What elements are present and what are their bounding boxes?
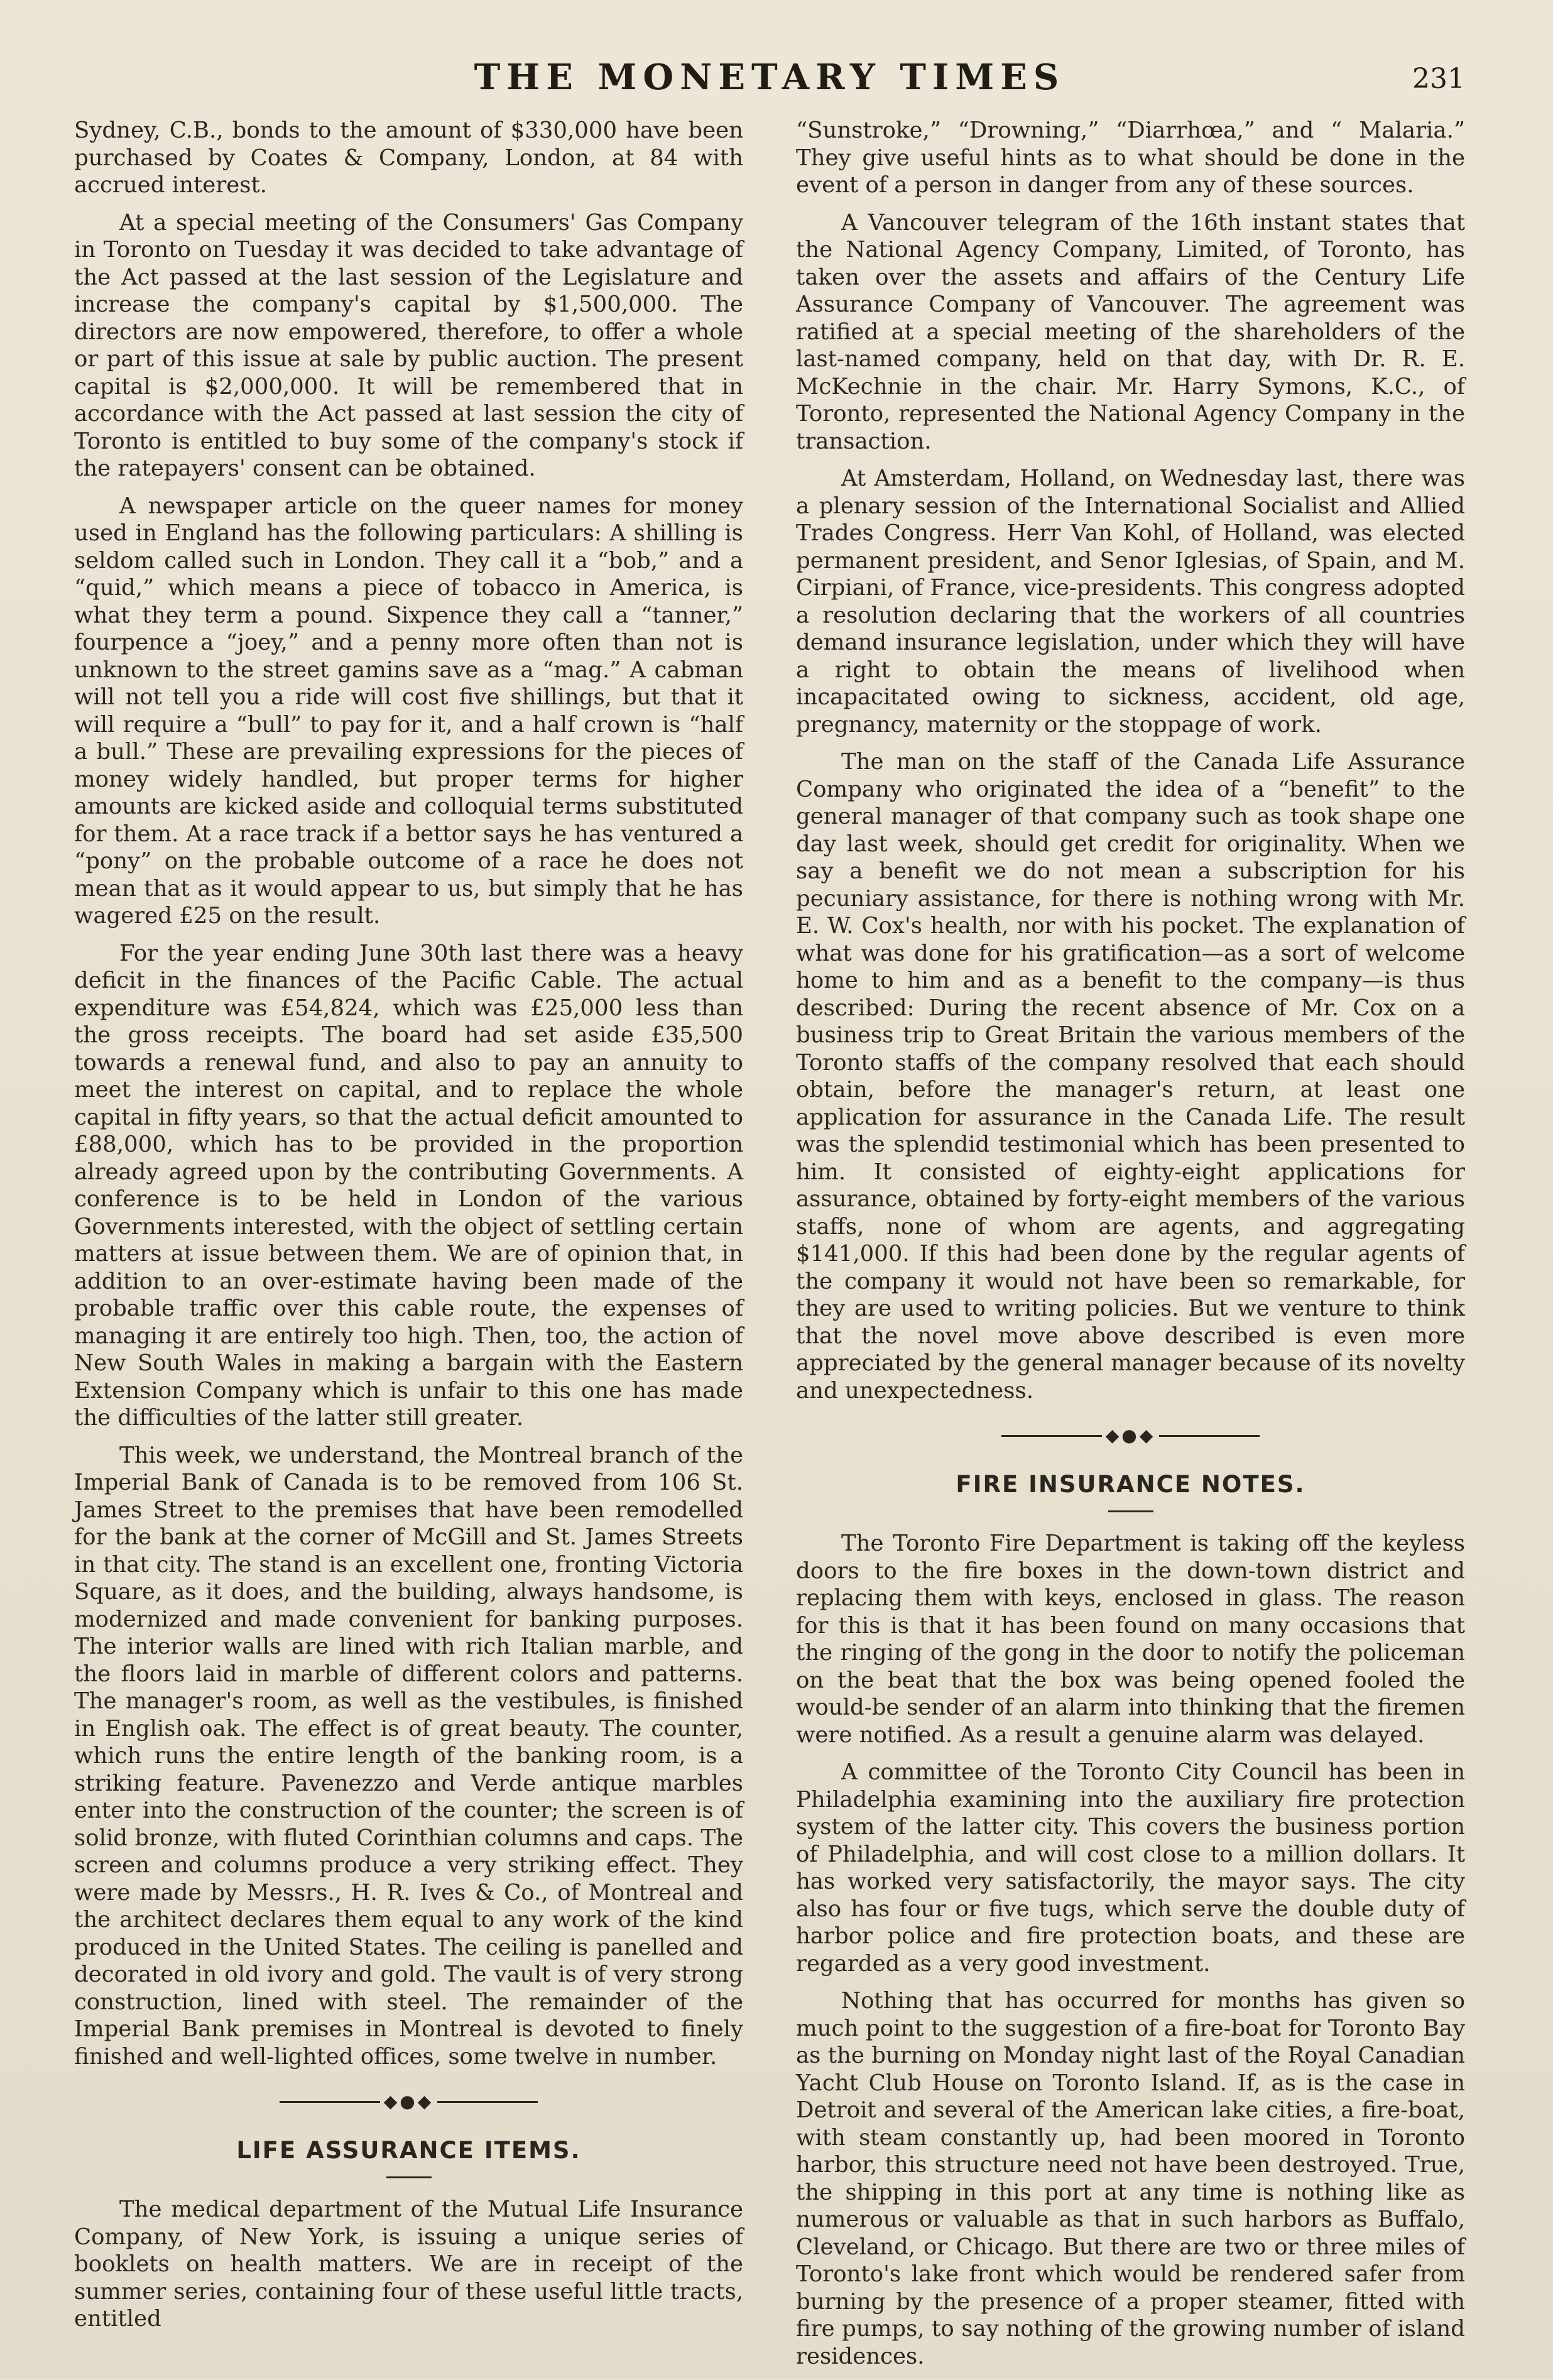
article-paragraph: The Toronto Fire Department is taking off the keyless doors to the fire boxes in the down-town district and replacing them with keys, enclosed in glass. The reason for this is that it has been found on many occasions that the ringing of the gong in the door to notify the policeman on the beat that the box was being opened fooled the would-be sender of an alarm into thinking that the firemen were notified. As a result a genuine alarm was delayed. xyxy=(796,1531,1465,1748)
article-paragraph: At a special meeting of the Consumers' Gas Company in Toronto on Tuesday it was decided to take advantage of the Act passed at the last session of the Legislature and increase the company's capital by $1,500,000. The directors are now empowered, therefore, to offer a whole or part of this issue at sale by public auction. The present capital is $2,000,000. It will be remembered that in accordance with the Act passed at last session the city of Toronto is entitled to buy some of the company's stock if the ratepayers' consent can be obtained. xyxy=(74,209,743,481)
article-columns xyxy=(74,117,1465,2380)
left-column xyxy=(74,117,743,2380)
article-paragraph: For the year ending June 30th last there was a heavy deficit in the finances of the Pacific Cable. The actual expenditure was £54,824, which was £25,000 less than the gross receipts. The board had set aside £35,500 towards a renewal fund, and also to pay an annuity to meet the interest on capital, and to replace the whole capital in fifty years, so that the actual deficit amounted to £88,000, which has to be provided in the proportion already agreed upon by the contributing Governments. A conference is to be held in London of the various Governments interested, with the object of settling certain matters at issue between them. We are of opinion that, in addition to an over-estimate having been made of the probable traffic over this cable route, the expenses of managing it are entirely too high. Then, too, the action of New South Wales in making a bargain with the Eastern Extension Company which is unfair to this one has made the difficulties of the latter still greater. xyxy=(74,940,743,1431)
article-paragraph: At Amsterdam, Holland, on Wednesday last, there was a plenary session of the International Socialist and Allied Trades Congress. Herr Van Kohl, of Holland, was elected permanent president, and Senor Iglesias, of Spain, and M. Cirpiani, of France, vice-presidents. This congress adopted a resolution declaring that the workers of all countries demand insurance legislation, under which they will have a right to obtain the means of livelihood when incapacitated owing to sickness, accident, old age, pregnancy, maternity or the stoppage of work. xyxy=(796,466,1465,738)
divider-line xyxy=(437,2101,538,2103)
section-heading-life-assurance: LIFE ASSURANCE ITEMS. xyxy=(236,2137,581,2164)
article-paragraph: A committee of the Toronto City Council has been in Philadelphia examining into the auxiliary fire protection system of the latter city. This covers the business portion of Philadelphia, and will cost close to a million dollars. It has worked very satisfactorily, the mayor says. The city also has four or five tugs, which serve the double duty of harbor police and fire protection boats, and these are regarded as a very good investment. xyxy=(796,1759,1465,1977)
article-paragraph: This week, we understand, the Montreal branch of the Imperial Bank of Canada is to be removed from 106 St. James Street to the premises that have been remodelled for the bank at the corner of McGill and St. James Streets in that city. The stand is an excellent one, fronting Victoria Square, as it does, and the building, always handsome, is modernized and made convenient for banking purposes. The interior walls are lined with rich Italian marble, and the floors laid in marble of different colors and patterns. The manager's room, as well as the vestibules, is finished in English oak. The effect is of great beauty. The counter, which runs the entire length of the banking room, is a striking feature. Pavenezzo and Verde antique marbles enter into the construction of the counter; the screen is of solid bronze, with fluted Corinthian columns and caps. The screen and columns produce a very striking effect. They were made by Messrs., H. R. Ives & Co., of Montreal and the architect declares them equal to any work of the kind produced in the United States. The ceiling is panelled and decorated in old ivory and gold. The vault is of very strong construction, lined with steel. The remainder of the Imperial Bank premises in Montreal is devoted to finely finished and well-lighted offices, some twelve in number. xyxy=(74,1442,743,2070)
article-paragraph: “Sunstroke,” “Drowning,” “Diarrhœa,” and “ Malaria.” They give useful hints as to what should be done in the event of a person in danger from any of these sources. xyxy=(796,117,1465,198)
ornament-icon: ◆●◆ xyxy=(1105,1425,1156,1446)
section-heading-fire-insurance: FIRE INSURANCE NOTES. xyxy=(956,1471,1305,1498)
article-paragraph: The medical department of the Mutual Life Insurance Company, of New York, is issuing a unique series of booklets on health matters. We are in receipt of the summer series, containing four of these useful little tracts, entitled xyxy=(74,2197,743,2332)
article-paragraph: Nothing that has occurred for months has given so much point to the suggestion of a fire-boat for Toronto Bay as the burning on Monday night last of the Royal Canadian Yacht Club House on Toronto Island. If, as is the case in Detroit and several of the American lake cities, a fire-boat, with steam constantly up, had been moored in Toronto harbor, this structure need not have been destroyed. True, the shipping in this port at any time is nothing like as numerous or valuable as that in such harbors as Buffalo, Cleveland, or Chicago. But there are two or three miles of Toronto's lake front which would be rendered safer from burning by the presence of a proper steamer, fitted with fire pumps, to say nothing of the growing number of island residences. xyxy=(796,1988,1465,2369)
right-column xyxy=(796,117,1465,2380)
article-paragraph: Sydney, C.B., bonds to the amount of $330,000 have been purchased by Coates & Company, London, at 84 with accrued interest. xyxy=(74,117,743,198)
heading-rule xyxy=(386,2176,432,2178)
divider-line xyxy=(280,2101,380,2103)
ornament-icon: ◆●◆ xyxy=(383,2091,434,2112)
publication-title: THE MONETARY TIMES xyxy=(474,57,1065,98)
masthead xyxy=(74,57,1465,113)
article-paragraph: The man on the staff of the Canada Life Assurance Company who originated the idea of a “benefit” to the general manager of that company such as took shape one day last week, should get credit for originality. When we say a benefit we do not mean a subscription for his pecuniary assistance, for there is nothing wrong with Mr. E. W. Cox's health, nor with his pocket. The explanation of what was done for his gratification—as a sort of welcome home to him and as a benefit to the company—is thus described: During the recent absence of Mr. Cox on a business trip to Great Britain the various members of the Toronto staffs of the company resolved that each should obtain, before the manager's return, at least one application for assurance in the Canada Life. The result was the splendid testimonial which has been presented to him. It consisted of eighty-eight applications for assurance, obtained by forty-eight members of the various staffs, none of whom are agents, and aggregating $141,000. If this had been done by the regular agents of the company it would not have been so remarkable, for they are used to writing policies. But we venture to think that the novel move above described is even more appreciated by the general manager because of its novelty and unexpectedness. xyxy=(796,749,1465,1404)
section-divider-ornament xyxy=(796,1425,1465,1446)
heading-rule xyxy=(1108,1510,1153,1512)
divider-line xyxy=(1001,1435,1102,1437)
article-paragraph: A newspaper article on the queer names for money used in England has the following particulars: A shilling is seldom called such in London. They call it a “bob,” and a “quid,” which means a piece of tobacco in America, is what they term a pound. Sixpence they call a “tanner,” fourpence a “joey,” and a penny more often than not is unknown to the street gamins save as a “mag.” A cabman will not tell you a ride will cost five shillings, but that it will require a “bull” to pay for it, and a half crown is “half a bull.” These are prevailing expressions for the pieces of money widely handled, but proper terms for higher amounts are kicked aside and colloquial terms substituted for them. At a race track if a bettor says he has ventured a “pony” on the probable outcome of a race he does not mean that as it would appear to us, but simply that he has wagered £25 on the result. xyxy=(74,493,743,929)
article-paragraph: A Vancouver telegram of the 16th instant states that the National Agency Company, Limited, of Toronto, has taken over the assets and affairs of the Century Life Assurance Company of Vancouver. The agreement was ratified at a special meeting of the shareholders of the last-named company, held on that day, with Dr. R. E. McKechnie in the chair. Mr. Harry Symons, K.C., of Toronto, represented the National Agency Company in the transaction. xyxy=(796,209,1465,454)
section-divider-ornament xyxy=(74,2091,743,2112)
divider-line xyxy=(1159,1435,1260,1437)
page-number: 231 xyxy=(1412,63,1465,95)
